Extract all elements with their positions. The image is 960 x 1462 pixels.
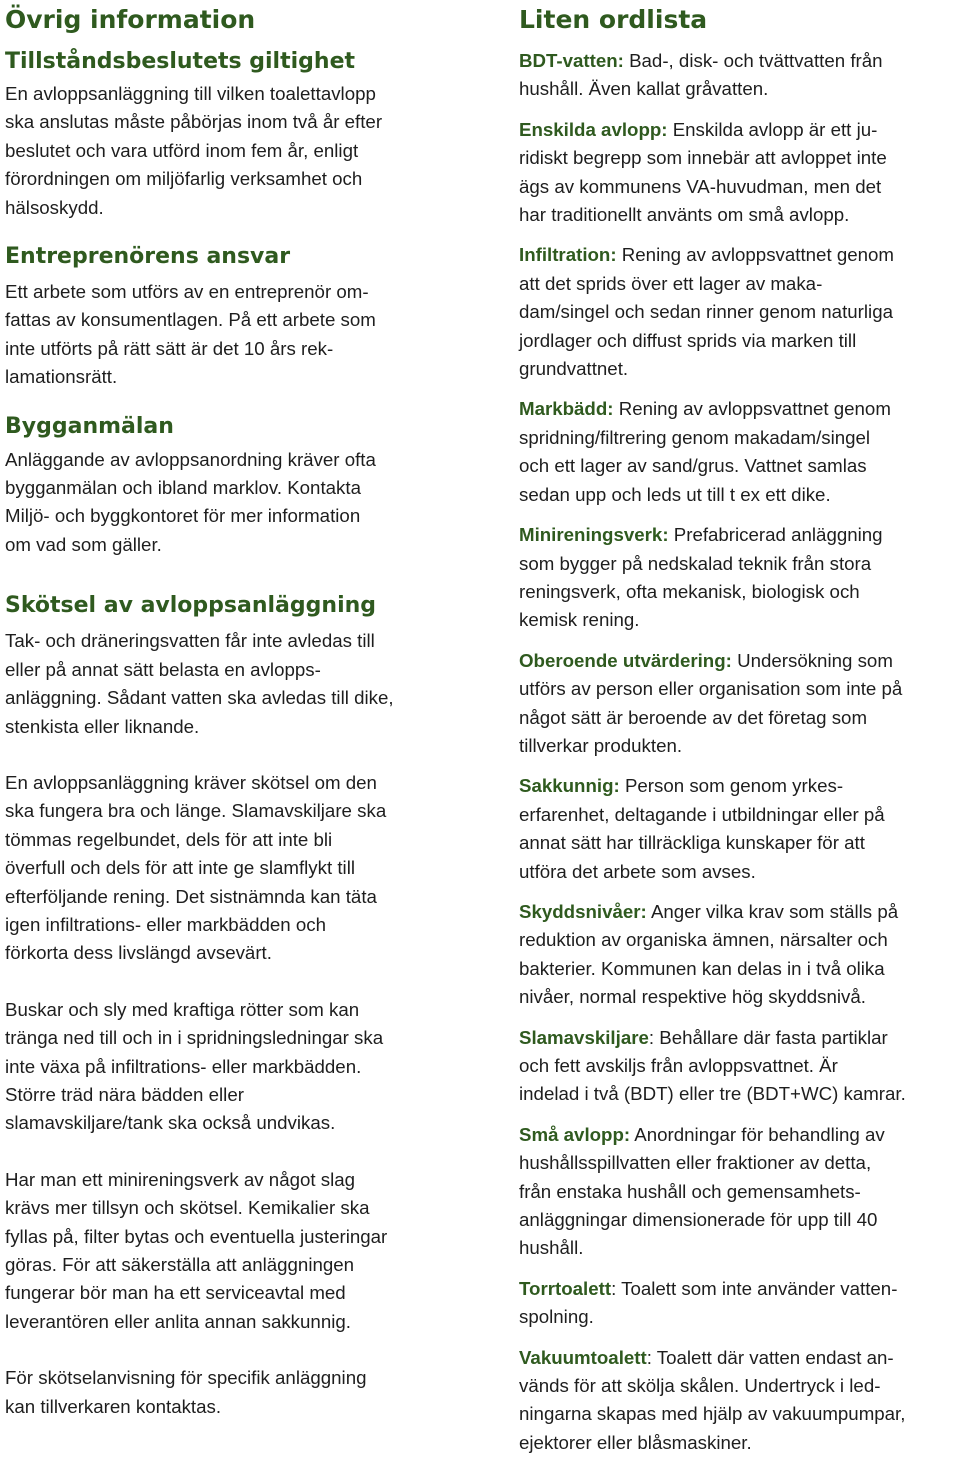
glossary-term: Slamavskiljare [519,1026,649,1048]
maintenance-paragraph-4: Har man ett minireningsverk av något slag krävs mer tillsyn och skötsel. Kemikalier ska fyllas på, filter bytas och eventuella justeringar göras. För att säkerställa att anläggningen fungerar bör man ha ett serviceavtal med leverantören eller anlita annan sakkunnig. [5,1168,388,1332]
glossary-entry-vacuum-toilet: Vakuumtoalett: Toalett där vatten endast an- vänds för att skölja skålen. Undertryck i led- ningarna skapas med hjälp av vakuumpumpar, ejektorer eller blåsmaskiner. [519,1346,906,1453]
glossary-entry-soil-bed: Markbädd: Rening av avloppsvattnet genom spridning/filtrering genom makadam/singel och ett lager av sand/grus. Vattnet samlas sedan upp och leds ut till t ex ett dike. [519,398,891,505]
glossary-entry-protection-levels: Skyddsnivåer: Anger vilka krav som ställs på reduktion av organiska ämnen, närsalter och bakterier. Kommunen kan delas in i två olika nivåer, normal respektive hög skyddsnivå. [519,900,899,1008]
glossary-term: Minireningsverk: [519,524,669,546]
maintenance-paragraph-1: Tak- och dräneringsvatten får inte avledas till eller på annat sätt belasta en avlopps- anläggning. Sådant vatten ska avledas till dike, stenkista eller liknande. [5,630,394,737]
glossary-entry-dry-toilet: Torrtoalett: Toalett som inte använder vatten- spolning. [519,1277,898,1328]
glossary-term: Enskilda avlopp: [519,118,668,140]
glossary-entry-expert: Sakkunnig: Person som genom yrkes- erfarenhet, deltagande i utbildningar eller på annat sätt har tillräckliga kunskaper för att utföra det arbete som avses. [519,775,885,882]
maintenance-paragraph-3: Buskar och sly med kraftiga rötter som kan tränga ned till och in i spridningsledningar ska inte växa på infiltrations- eller markbädden. Större träd nära bädden eller slamavskiljare/tank ska också undvikas. [5,998,384,1134]
page-title: Övrig information [5,5,256,34]
glossary-entry-septic-tank: Slamavskiljare: Behållare där fasta partiklar och fett avskiljs från avloppsvattnet. Är indelad i två (BDT) eller tre (BDT+WC) kamrar. [519,1026,906,1105]
maintenance-paragraph-2: En avloppsanläggning kräver skötsel om den ska fungera bra och länge. Slamavskiljare ska tömmas regelbundet, dels för att inte bli överfull och dels för att inte ge slamflykt till efterföljande rening. Det sistnämnda kan täta igen infiltrations- eller markbädden och förkorta dess livslängd avsevärt. [5,771,387,964]
section-heading-maintenance: Skötsel av avloppsanläggning [5,593,377,619]
glossary-title: Liten ordlista [519,5,708,34]
glossary-term: BDT-vatten: [519,50,624,71]
glossary-term: Infiltration: [519,244,617,266]
glossary-term: Sakkunnig: [519,775,620,797]
section-heading-validity: Tillståndsbeslutets giltighet [5,49,356,74]
glossary-entry-bdt: BDT-vatten: Bad-, disk- och tvättvatten från hushåll. Även kallat gråvatten. [519,50,883,100]
section-text-building-notice: Anläggande av avloppsanordning kräver ofta bygganmälan och ibland marklov. Kontakta Miljö- och byggkontoret för mer information om vad som gäller. [5,448,376,555]
glossary-term: Markbädd: [519,398,614,420]
glossary-term: Oberoende utvärdering: [519,649,732,671]
glossary-term: Små avlopp: [519,1123,631,1145]
glossary-entry-infiltration: Infiltration: Rening av avloppsvattnet genom att det sprids över ett lager av maka- dam/singel och sedan rinner genom naturliga jordlager och diffust sprids via marken till grundvattnet. [519,244,894,380]
glossary-term: Skyddsnivåer: [519,900,647,922]
glossary-entry-small-sewage: Små avlopp: Anordningar för behandling av hushållsspillvatten eller fraktioner av detta, från enstaka hushåll och gemensamhets- anläggningar dimensionerade för upp till 40 hushåll. [519,1123,885,1259]
maintenance-paragraph-5: För skötselanvisning för specifik anläggning kan tillverkaren kontaktas. [5,1367,367,1417]
glossary-entry-independent-evaluation: Oberoende utvärdering: Undersökning som utförs av person eller organisation som inte på något sätt är beroende av det företag som tillverkar produkten. [519,649,903,756]
section-text-validity: En avloppsanläggning till vilken toalettavlopp ska anslutas måste påbörjas inom två år efter beslutet och vara utförd inom fem år, enligt förordningen om miljöfarlig verksamhet och hälsoskydd. [5,83,383,218]
right-column [519,0,960,1457]
glossary-entry-mini-plant: Minireningsverk: Prefabricerad anläggning som bygger på nedskalad teknik från stora reningsverk, ofta mekanisk, biologisk och kemisk rening. [519,524,883,631]
glossary-entry-private-sewage: Enskilda avlopp: Enskilda avlopp är ett ju- ridiskt begrepp som innebär att avloppet inte ägs av kommunens VA-huvudman, men det har traditionellt använts om små avlopp. [519,118,887,226]
section-heading-building-notice: Bygganmälan [5,413,174,439]
glossary-term: Torrtoalett [519,1277,612,1299]
section-heading-contractor: Entreprenörens ansvar [5,244,291,270]
left-column [5,0,450,1421]
glossary-term: Vakuumtoalett [519,1346,647,1368]
section-text-contractor: Ett arbete som utförs av en entreprenör om- fattas av konsumentlagen. På ett arbete som inte utförts på rätt sätt är det 10 års rek- lamationsrätt. [5,281,376,388]
